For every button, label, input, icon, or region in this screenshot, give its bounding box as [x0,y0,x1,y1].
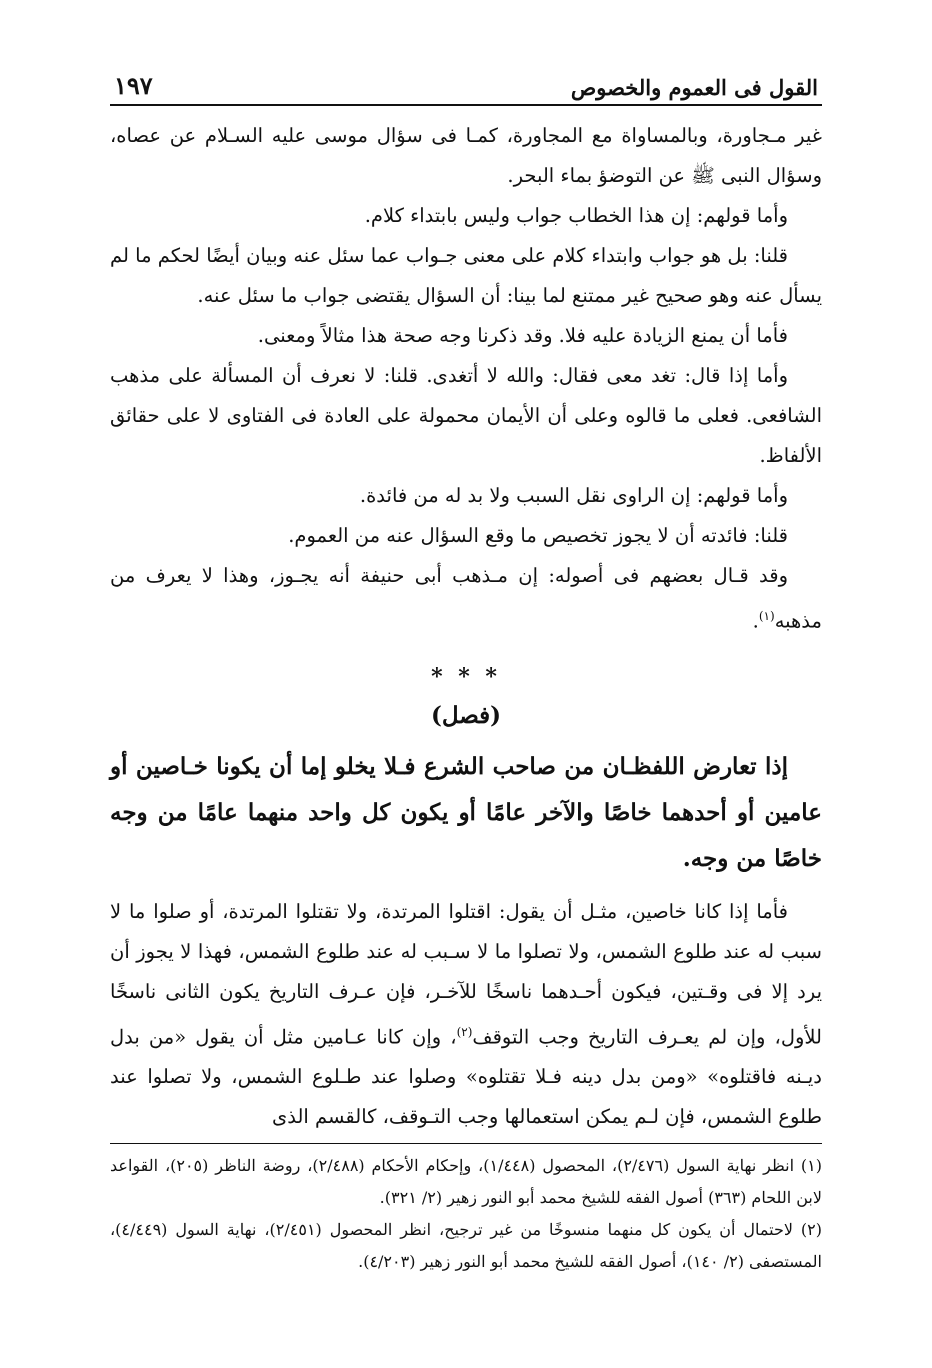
section-title: (فصل) [430,701,502,729]
separator-stars: * * * [431,663,501,690]
paragraph-text: فأما إذا كانا خاصين، مثـل أن يقول: اقتلوا المرتدة، ولا تقتلوا المرتدة، أو صلوا ما لا سبب له عند طلوع الشمس، ولا تصلوا ما لا سـبب له عند طلوع الشمس، فهذا لا يجوز أن يرد إلا فى وقـتين، فيكون أحـدهما ناسخًا للآخـر، فإن عـرف التاريخ يكون الثانى ناسخًا للأول، وإن لم يعـرف التاريخ وجب التوقف [110,899,822,1048]
paragraph [110,556,822,642]
paragraph [110,892,822,1138]
paragraph: وأما إذا قال: تغد معى فقال: والله لا أتغدى. قلنا: لا نعرف أن المسألة على مذهب الشافعى. فعلى ما قالوه وعلى أن الأيمان محمولة على العادة فى الفتاوى لا على حقائق الألفاظ. [110,364,822,467]
paragraph: قلنا: بل هو جواب وابتداء كلام على معنى جـواب عما سئل عنه وبيان أيضًا لحكم ما لم يسأل عنه وهو صحيح غير ممتنع لما بينا: أن السؤال يقتضى جواب ما سئل عنه. [110,244,822,307]
paragraph-tail: . [752,609,759,633]
footnote: (٢) لاحتمال أن يكون كل منهما منسوخًا من غير ترجيح، انظر المحصول (٢/٤٥١)، نهاية السول (٤/٤٤٩)، المستصفى (٢/ ١٤٠)، أصول الفقه للشيخ محمد أبو النور زهير (٤/٢٠٣). [110,1220,823,1271]
footnote: (١) انظر نهاية السول (٢/٤٧٦)، المحصول (١/٤٤٨)، وإحكام الأحكام (٢/٤٨٨)، روضة الناظر (٢٠٥)، القواعد لابن اللحام (٣٦٣) أصول الفقه للشيخ محمد أبو النور زهير (٢/ ٣٢١). [110,1156,823,1207]
section-rule: إذا تعارض اللفظـان من صاحب الشرع فـلا يخلو إما أن يكونا خـاصين أو عامين أو أحدهما خاصًا والآخر عامًا أو يكون كل واحد منهما عامًا من وجه خاصًا من وجه. [110,752,822,872]
paragraph: وأما قولهم: إن الراوى نقل السبب ولا بد له من فائدة. [359,484,788,507]
paragraph: فأما أن يمنع الزيادة عليه فلا. وقد ذكرنا وجه صحة هذا مثالاً ومعنى. [257,324,788,347]
running-header [110,62,822,106]
page-number: ١٩٧ [114,71,153,100]
header-title: القول فى العموم والخصوص [570,75,818,100]
paragraph: غير مـجاورة، وبالمساواة مع المجاورة، كمـا فى سؤال موسى عليه السـلام عن عصاه، وسؤال النبى ﷺ عن التوضؤ بماء البحر. [110,124,822,187]
footnote-marker[interactable]: (١) [758,609,775,623]
footnotes [110,1143,822,1278]
paragraph-text: ، وإن كانا عـامين مثل أن يقول «من بدل ديـنه فاقتلوه» «ومن بدل دينه فـلا تقتلوه» وصلوا عند طـلوع الشمس، ولا تصلوا عند طلوع الشمس، فإن لـم يمكن استعمالها وجب التـوقف، كالقسم الذى [110,1025,822,1128]
footnote-marker[interactable]: (٢) [456,1024,473,1039]
paragraph: قلنا: فائدته أن لا يجوز تخصيص ما وقع السؤال عنه من العموم. [288,524,788,547]
paragraph-text: وقد قـال بعضهم فى أصوله: إن مـذهب أبى حنيفة أنه يجـوز، وهذا لا يعرف من مذهبه [110,564,822,633]
page-body [110,116,822,1137]
paragraph: وأما قولهم: إن هذا الخطاب جواب وليس بابتداء كلام. [364,204,788,227]
